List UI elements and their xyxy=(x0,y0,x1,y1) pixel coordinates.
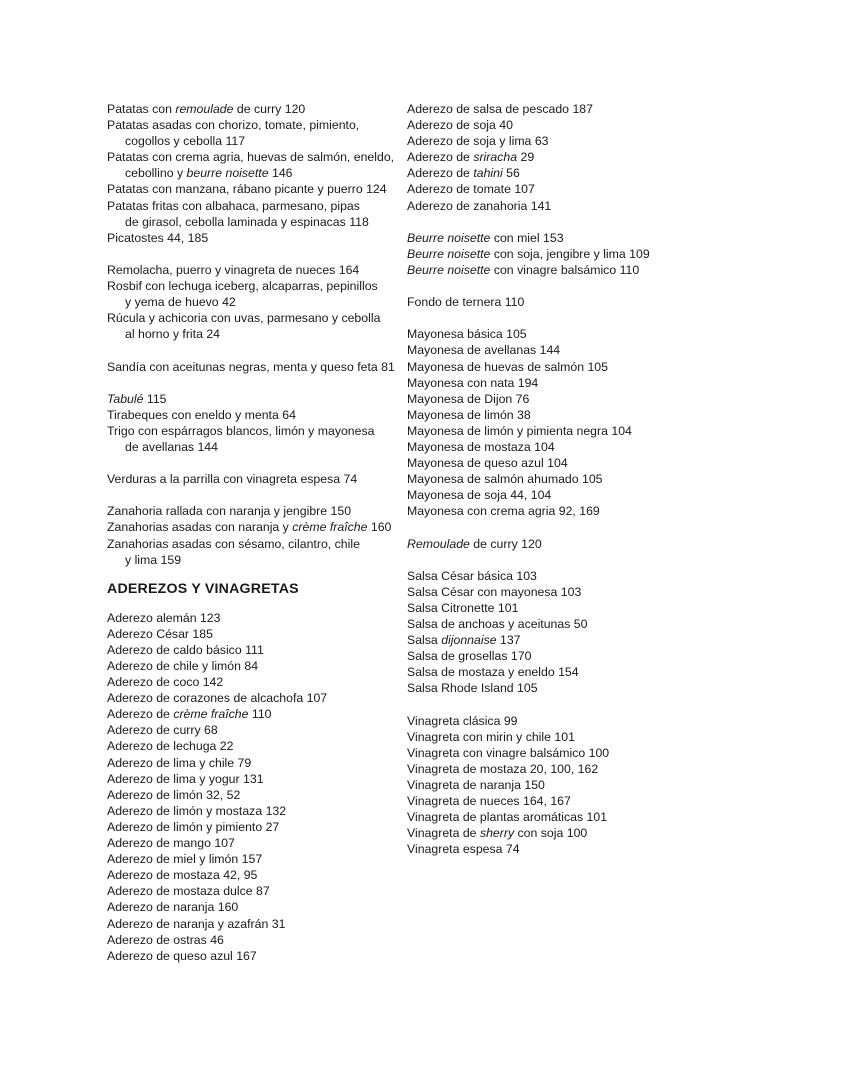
index-entry: Aderezo de tahini 56 xyxy=(407,166,520,181)
index-entry: Rúcula y achicoria con uvas, parmesano y cebolla xyxy=(107,311,381,326)
index-entry-continuation: de avellanas 144 xyxy=(125,439,218,454)
index-entry: Patatas asadas con chorizo, tomate, pimiento, xyxy=(107,118,360,133)
italic-term: tahini xyxy=(473,166,503,181)
index-entry: Patatas con manzana, rábano picante y puerro 124 xyxy=(107,182,387,197)
index-group xyxy=(407,536,707,552)
index-entry: Salsa de mostaza y eneldo 154 xyxy=(407,665,579,680)
group-spacer xyxy=(107,375,392,391)
index-group xyxy=(107,262,392,342)
index-entry: Aderezo de limón y mostaza 132 xyxy=(107,803,287,818)
group-spacer xyxy=(107,342,392,358)
index-entry: Aderezo de soja 40 xyxy=(407,118,513,133)
index-entry: Aderezo alemán 123 xyxy=(107,610,221,625)
group-spacer xyxy=(407,552,707,568)
index-entry: Rosbif con lechuga iceberg, alcaparras, pepinillos xyxy=(107,279,378,294)
index-entry: Salsa Citronette 101 xyxy=(407,600,519,615)
index-entry: Vinagreta de sherry con soja 100 xyxy=(407,826,588,841)
index-entry: Salsa César básica 103 xyxy=(407,568,537,583)
index-entry: Aderezo de tomate 107 xyxy=(407,182,535,197)
index-entry: Salsa Rhode Island 105 xyxy=(407,681,538,696)
italic-term: Beurre noisette xyxy=(407,246,491,261)
italic-term: sriracha xyxy=(473,150,518,165)
italic-term: Remoulade xyxy=(407,536,470,551)
index-entry: Aderezo de limón 32, 52 xyxy=(107,787,241,802)
index-entry: Vinagreta de nueces 164, 167 xyxy=(407,794,571,809)
italic-term: remoulade xyxy=(175,102,234,116)
index-entry: Beurre noisette con miel 153 xyxy=(407,230,564,245)
group-spacer xyxy=(407,214,707,230)
index-entry: Patatas con crema agria, huevas de salmón, eneldo, xyxy=(107,150,395,165)
index-entry: Salsa de anchoas y aceitunas 50 xyxy=(407,617,588,631)
index-entry: Aderezo de limón y pimiento 27 xyxy=(107,819,280,834)
italic-term: Beurre noisette xyxy=(407,262,491,277)
index-entry: Aderezo de caldo básico 111 xyxy=(107,642,264,657)
italic-term: dijonnaise xyxy=(441,633,497,648)
index-entry: Verduras a la parrilla con vinagreta espesa 74 xyxy=(107,472,358,487)
index-left-column xyxy=(107,101,395,964)
index-right-column xyxy=(407,101,707,857)
index-entry-continuation: cogollos y cebolla 117 xyxy=(125,134,246,149)
index-entry: Vinagreta de plantas aromáticas 101 xyxy=(407,810,608,825)
index-entry: Aderezo de mostaza dulce 87 xyxy=(107,884,270,899)
index-entry: Aderezo de sriracha 29 xyxy=(407,150,535,165)
index-entry: Mayonesa de huevas de salmón 105 xyxy=(407,359,608,374)
group-spacer xyxy=(107,246,392,262)
index-group xyxy=(407,568,707,697)
index-entry: Salsa de grosellas 170 xyxy=(407,649,532,664)
index-entry: Patatas con remoulade de curry 120 xyxy=(107,102,306,116)
italic-term: sherry xyxy=(479,826,515,841)
index-entry-continuation: cebollino y beurre noisette 146 xyxy=(125,166,293,181)
index-group xyxy=(407,713,707,858)
index-entry: Beurre noisette con soja, jengibre y lima 109 xyxy=(407,246,650,261)
italic-term: Tabulé xyxy=(107,391,144,406)
index-group xyxy=(107,359,395,375)
index-group xyxy=(407,230,707,278)
italic-term: crème fraîche xyxy=(292,520,368,535)
section-heading: ADEREZOS Y VINAGRETAS xyxy=(107,580,299,597)
index-group xyxy=(107,471,392,487)
index-entry: Aderezo de soja y lima 63 xyxy=(407,134,549,149)
index-entry: Remolacha, puerro y vinagreta de nueces 164 xyxy=(107,262,360,277)
index-group xyxy=(107,391,392,455)
index-entry: Aderezo de lima y chile 79 xyxy=(107,755,252,770)
index-entry: Vinagreta con mirin y chile 101 xyxy=(407,729,575,744)
index-entry: Salsa dijonnaise 137 xyxy=(407,633,521,648)
index-entry: Zanahorias asadas con sésamo, cilantro, chile xyxy=(107,536,360,551)
index-entry: Patatas fritas con albahaca, parmesano, pipas xyxy=(107,198,360,213)
index-entry: Aderezo de lechuga 22 xyxy=(107,739,234,754)
index-group xyxy=(107,610,392,964)
index-entry: Vinagreta con vinagre balsámico 100 xyxy=(407,745,610,760)
index-entry: Aderezo de curry 68 xyxy=(107,723,218,738)
index-entry: Mayonesa de Dijon 76 xyxy=(407,391,530,406)
italic-term: Beurre noisette xyxy=(407,230,491,245)
index-entry: Tabulé 115 xyxy=(107,391,167,406)
index-entry: Mayonesa básica 105 xyxy=(407,327,527,342)
index-entry: Trigo con espárragos blancos, limón y mayonesa xyxy=(107,423,375,438)
group-spacer xyxy=(107,487,392,503)
group-spacer xyxy=(407,696,707,712)
index-entry: Aderezo de mango 107 xyxy=(107,836,235,851)
index-entry: Aderezo de queso azul 167 xyxy=(107,948,257,963)
index-entry: Vinagreta espesa 74 xyxy=(407,842,520,857)
index-entry: Aderezo de salsa de pescado 187 xyxy=(407,102,593,116)
index-entry: Aderezo de chile y limón 84 xyxy=(107,659,259,673)
index-entry: Aderezo de naranja 160 xyxy=(107,900,239,915)
index-entry: Sandía con aceitunas negras, menta y queso feta 81 xyxy=(107,359,395,374)
index-entry: Picatostes 44, 185 xyxy=(107,230,209,245)
group-spacer xyxy=(407,310,707,326)
index-entry: Aderezo de naranja y azafrán 31 xyxy=(107,916,286,931)
index-entry: Aderezo de crème fraîche 110 xyxy=(107,707,272,722)
index-entry: Aderezo de mostaza 42, 95 xyxy=(107,868,258,883)
index-group xyxy=(107,101,395,246)
index-entry: Aderezo de miel y limón 157 xyxy=(107,852,263,867)
index-entry-continuation: y yema de huevo 42 xyxy=(125,295,236,310)
index-entry: Mayonesa de queso azul 104 xyxy=(407,456,568,471)
index-entry: Aderezo de zanahoria 141 xyxy=(407,198,552,213)
index-entry-continuation: de girasol, cebolla laminada y espinacas 118 xyxy=(125,214,369,229)
index-entry: Beurre noisette con vinagre balsámico 110 xyxy=(407,262,640,277)
index-entry: Mayonesa de avellanas 144 xyxy=(407,343,561,358)
index-entry: Vinagreta de mostaza 20, 100, 162 xyxy=(407,761,599,776)
index-entry: Mayonesa de soja 44, 104 xyxy=(407,488,552,503)
index-entry: Vinagreta clásica 99 xyxy=(407,713,518,728)
index-entry: Mayonesa de limón y pimienta negra 104 xyxy=(407,423,632,438)
index-group xyxy=(407,294,707,310)
index-entry: Mayonesa con nata 194 xyxy=(407,375,539,390)
index-entry: Aderezo de lima y yogur 131 xyxy=(107,771,264,786)
index-entry: Mayonesa de limón 38 xyxy=(407,407,531,422)
index-entry: Salsa César con mayonesa 103 xyxy=(407,584,582,599)
index-group xyxy=(407,326,707,519)
index-entry: Mayonesa de salmón ahumado 105 xyxy=(407,472,603,487)
group-spacer xyxy=(407,519,707,535)
italic-term: beurre noisette xyxy=(186,166,269,181)
index-entry: Zanahorias asadas con naranja y crème fraîche 160 xyxy=(107,520,392,535)
index-entry: Aderezo de ostras 46 xyxy=(107,932,224,947)
italic-term: crème fraîche xyxy=(173,707,249,722)
index-entry: Zanahoria rallada con naranja y jengibre 150 xyxy=(107,504,352,519)
index-entry: Aderezo César 185 xyxy=(107,626,213,641)
index-entry: Remoulade de curry 120 xyxy=(407,536,542,551)
index-group xyxy=(407,101,707,214)
index-entry: Mayonesa de mostaza 104 xyxy=(407,439,555,454)
group-spacer xyxy=(107,455,392,471)
index-entry: Fondo de ternera 110 xyxy=(407,295,525,310)
group-spacer xyxy=(407,278,707,294)
index-group xyxy=(107,503,392,567)
index-entry: Mayonesa con crema agria 92, 169 xyxy=(407,504,600,519)
index-entry: Aderezo de coco 142 xyxy=(107,675,224,690)
index-entry: Tirabeques con eneldo y menta 64 xyxy=(107,407,296,422)
index-entry-continuation: al horno y frita 24 xyxy=(125,327,221,342)
index-entry: Aderezo de corazones de alcachofa 107 xyxy=(107,691,328,706)
index-entry-continuation: y lima 159 xyxy=(125,552,182,567)
index-entry: Vinagreta de naranja 150 xyxy=(407,777,545,792)
